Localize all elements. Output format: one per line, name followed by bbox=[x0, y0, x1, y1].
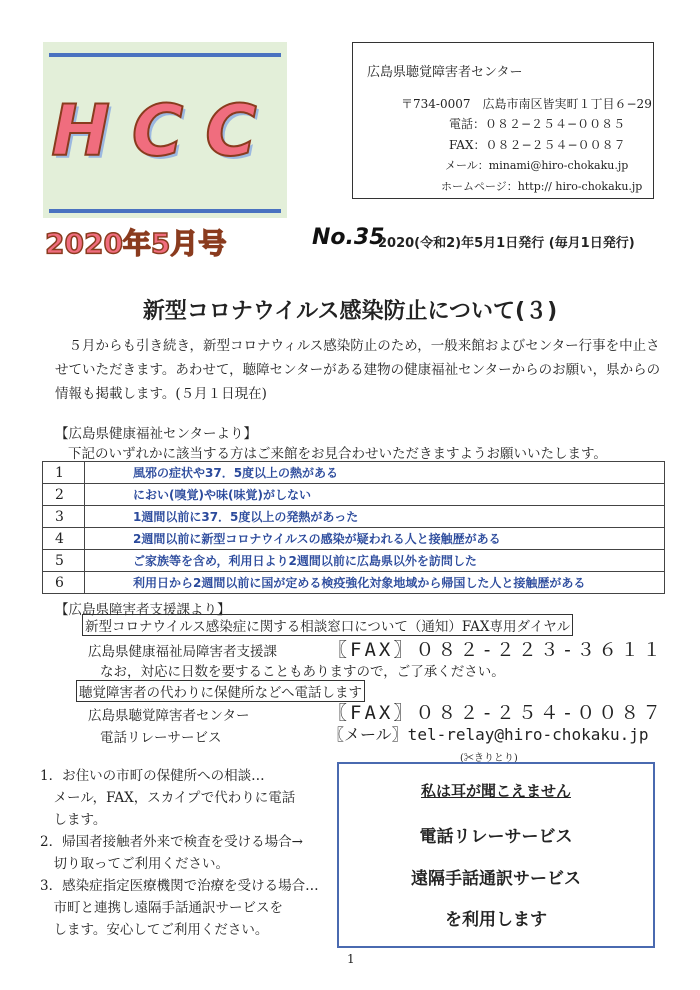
table-row bbox=[43, 550, 665, 572]
row-text: 1週間以前に37．5度以上の発熱があった bbox=[85, 506, 665, 528]
section-heading: 【広島県健康福祉センターより】 bbox=[55, 426, 257, 442]
list-line: 3．感染症指定医療機関で治療を受ける場合… bbox=[40, 878, 319, 894]
list-line: 市町と連携し遠隔手話通訳サービスを bbox=[40, 900, 283, 916]
row-number: 1 bbox=[43, 462, 85, 484]
cut-label: (✂きりとり) bbox=[460, 753, 518, 764]
row-number: 4 bbox=[43, 528, 85, 550]
dept-name: 広島県健康福祉局障害者支援課 bbox=[88, 644, 277, 660]
center-name: 広島県聴覚障害者センター bbox=[88, 708, 250, 724]
center-fax: 〖FAX〗０８２-２５４-００８７ bbox=[328, 702, 665, 724]
row-text: におい(嗅覚)や味(味覚)がしない bbox=[85, 484, 665, 506]
hcc-logo bbox=[43, 42, 287, 218]
section-lead: 下記のいずれかに該当する方はご来館をお見合わせいただきますようお願いいたします。 bbox=[68, 446, 607, 462]
org-name: 広島県聴覚障害者センター bbox=[367, 65, 523, 80]
card-line: 遠隔手話通訳サービス bbox=[411, 869, 581, 889]
relay-email[interactable]: 〖メール〗tel-relay@hiro-chokaku.jp bbox=[328, 725, 649, 744]
row-number: 2 bbox=[43, 484, 85, 506]
row-number: 3 bbox=[43, 506, 85, 528]
row-text: 利用日から2週間以前に国が定める検疫強化対象地域から帰国した人と接触歴がある bbox=[85, 572, 665, 594]
card-line: 電話リレーサービス bbox=[419, 827, 573, 847]
relay-service: 電話リレーサービス bbox=[100, 730, 222, 746]
table-row bbox=[43, 462, 665, 484]
table-row bbox=[43, 484, 665, 506]
page-number: 1 bbox=[347, 952, 355, 966]
table-row bbox=[43, 528, 665, 550]
list-line: します。安心してご利用ください。 bbox=[40, 922, 269, 938]
symptom-table bbox=[42, 461, 665, 594]
row-number: 5 bbox=[43, 550, 85, 572]
table-row bbox=[43, 572, 665, 594]
row-text: 2週間以前に新型コロナウイルスの感染が疑われる人と接触歴がある bbox=[85, 528, 665, 550]
row-number: 6 bbox=[43, 572, 85, 594]
row-text: ご家族等を含め，利用日より2週間以前に広島県以外を訪問した bbox=[85, 550, 665, 572]
note: なお，対応に日数を要することもありますので，ご了承ください。 bbox=[100, 664, 505, 680]
list-line: します。 bbox=[40, 812, 107, 828]
service-list bbox=[40, 765, 319, 941]
tel: 電話：０８２−２５４−００８５ bbox=[449, 117, 626, 131]
issue-label: 2020年5月号 bbox=[45, 227, 227, 260]
notice-box: 新型コロナウイルス感染症に関する相談窓口について（通知）FAX専用ダイヤル bbox=[82, 614, 573, 636]
divider bbox=[49, 209, 281, 213]
website: ホームページ：http:// hiro-chokaku.jp bbox=[441, 180, 643, 193]
fax: FAX：０８２−２５４−００８７ bbox=[449, 138, 626, 152]
logo-text: HCC bbox=[51, 90, 279, 172]
list-line: 2．帰国者接触者外来で検査を受ける場合→ bbox=[40, 834, 303, 850]
section-heading: 【広島県障害者支援課より】 bbox=[55, 602, 231, 618]
article-title: 新型コロナウイルス感染防止について(３) bbox=[142, 299, 558, 324]
email: メール：minami@hiro-chokaku.jp bbox=[445, 159, 629, 172]
list-line: 切り取ってご利用ください。 bbox=[40, 856, 229, 872]
table-row bbox=[43, 506, 665, 528]
address: 〒734-0007 広島市南区皆実町１丁目６−29 bbox=[401, 97, 652, 111]
intro-paragraph: ５月からも引き続き，新型コロナウィルス感染防止のため，一般来館およびセンター行事を中止させていただきます。あわせて，聴障センターがある建物の健康福祉センターからのお願い，県からの情報も掲載します。(５月１日現在) bbox=[55, 338, 661, 402]
issue-number: No.35 bbox=[312, 225, 385, 250]
publish-date: 2020(令和2)年5月1日発行 (毎月1日発行) bbox=[378, 236, 635, 251]
dept-fax: 〖FAX〗０８２-２２３-３６１１ bbox=[328, 639, 665, 661]
card-line: 私は耳が聞こえません bbox=[420, 782, 571, 800]
cutout-card bbox=[337, 762, 655, 948]
contact-box bbox=[352, 42, 654, 199]
list-line: メール，FAX，スカイプで代わりに電話 bbox=[40, 790, 296, 806]
list-line: 1．お住いの市町の保健所への相談… bbox=[40, 768, 265, 784]
row-text: 風邪の症状や37．5度以上の熱がある bbox=[85, 462, 665, 484]
card-line: を利用します bbox=[445, 910, 547, 930]
divider bbox=[49, 53, 281, 57]
relay-box: 聴覚障害者の代わりに保健所などへ電話します bbox=[76, 680, 365, 702]
